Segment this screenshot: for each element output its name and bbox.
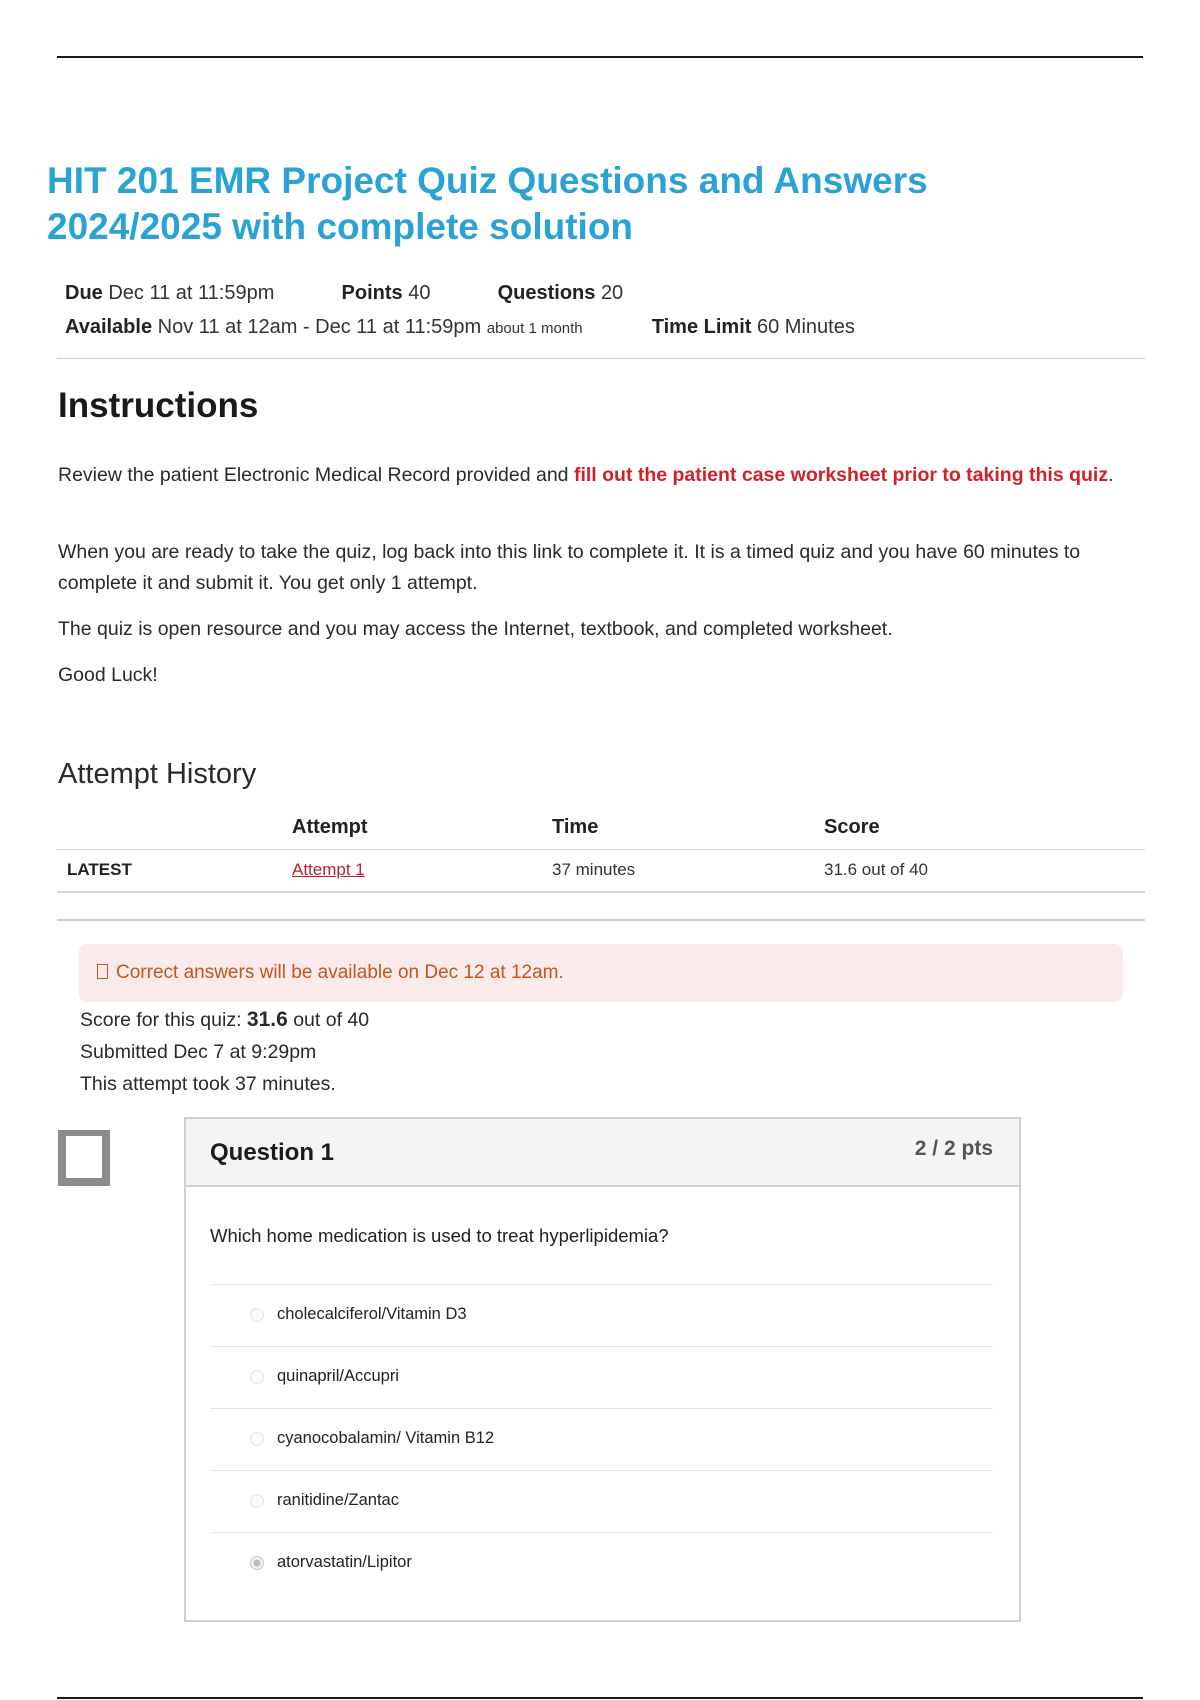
table-row <box>57 850 1145 893</box>
answers-availability-alert <box>79 944 1123 1002</box>
question-header <box>186 1119 1019 1187</box>
question-title: Question 1 <box>210 1139 335 1166</box>
answer-option-selected[interactable] <box>210 1532 993 1594</box>
instructions-paragraph-4: Good Luck! <box>58 664 158 686</box>
instructions-paragraph-1 <box>58 460 1128 491</box>
radio-icon[interactable] <box>250 1432 264 1446</box>
bottom-rule <box>57 1697 1143 1699</box>
attempt-score: 31.6 out of 40 <box>824 850 1145 893</box>
answer-label: atorvastatin/Lipitor <box>277 1553 412 1571</box>
radio-icon[interactable] <box>250 1370 264 1384</box>
info-icon <box>97 964 108 979</box>
instructions-paragraph-3: The quiz is open resource and you may access the Internet, textbook, and completed worksheet. <box>58 618 893 640</box>
column-header-attempt: Attempt <box>292 810 552 850</box>
available-value: Nov 11 at 12am - Dec 11 at 11:59pm <box>157 316 482 338</box>
instructions-p1-end: . <box>1108 464 1114 486</box>
latest-tag: LATEST <box>57 850 292 893</box>
attempt-history-table <box>57 810 1145 893</box>
quiz-meta-row-1 <box>65 282 623 305</box>
attempt-history-heading: Attempt History <box>58 758 257 790</box>
answer-label: cyanocobalamin/ Vitamin B12 <box>277 1429 495 1447</box>
instructions-heading: Instructions <box>58 386 259 425</box>
page-title: HIT 201 EMR Project Quiz Questions and Answers 2024/2025 with complete solution <box>47 160 928 247</box>
score-suffix: out of 40 <box>287 1009 370 1031</box>
radio-selected-icon[interactable] <box>250 1556 264 1570</box>
questions-value: 20 <box>600 282 624 304</box>
submitted-line: Submitted Dec 7 at 9:29pm <box>80 1041 317 1063</box>
flag-question-icon[interactable] <box>58 1130 110 1186</box>
answer-label: cholecalciferol/Vitamin D3 <box>277 1305 467 1323</box>
due-value: Dec 11 at 11:59pm <box>108 282 275 304</box>
answer-option[interactable] <box>210 1284 993 1346</box>
points-value: 40 <box>408 282 431 304</box>
questions-label: Questions <box>497 282 596 304</box>
score-prefix: Score for this quiz: <box>80 1009 247 1031</box>
instructions-p1-text: Review the patient Electronic Medical Record provided and <box>58 464 574 486</box>
quiz-score-line <box>80 1008 369 1032</box>
question-card <box>184 1117 1021 1622</box>
answer-option[interactable] <box>210 1470 993 1532</box>
alert-text: Correct answers will be available on Dec 12 at 12am. <box>116 962 564 983</box>
table-header-row <box>57 810 1145 850</box>
available-label: Available <box>65 316 153 338</box>
answer-label: ranitidine/Zantac <box>277 1491 399 1509</box>
instructions-paragraph-2: When you are ready to take the quiz, log back into this link to complete it. It is a timed quiz and you have 60 minutes to complete it and submit it. You get only 1 attempt. <box>58 541 1081 594</box>
meta-divider <box>57 358 1145 359</box>
column-header <box>57 810 292 850</box>
time-limit-value: 60 Minutes <box>756 316 855 338</box>
column-header-time: Time <box>552 810 824 850</box>
answer-option[interactable] <box>210 1408 993 1470</box>
time-limit-label: Time Limit <box>651 316 752 338</box>
answer-label: quinapril/Accupri <box>277 1367 399 1385</box>
points-label: Points <box>341 282 403 304</box>
available-note: about 1 month <box>486 320 583 337</box>
question-points: 2 / 2 pts <box>914 1137 993 1160</box>
top-rule <box>57 56 1143 58</box>
attempt-link[interactable]: Attempt 1 <box>292 860 365 879</box>
instructions-p1-highlight: fill out the patient case worksheet prior to taking this quiz <box>573 464 1109 486</box>
quiz-meta-row-2 <box>65 316 855 339</box>
duration-line: This attempt took 37 minutes. <box>80 1073 336 1095</box>
column-header-score: Score <box>824 810 1145 850</box>
radio-icon[interactable] <box>250 1494 264 1508</box>
attempt-time: 37 minutes <box>552 850 824 893</box>
answer-option[interactable] <box>210 1346 993 1408</box>
radio-icon[interactable] <box>250 1308 264 1322</box>
question-text: Which home medication is used to treat hyperlipidemia? <box>210 1225 669 1246</box>
due-label: Due <box>65 282 103 304</box>
score-value: 31.6 <box>246 1008 288 1031</box>
section-divider <box>57 919 1145 921</box>
